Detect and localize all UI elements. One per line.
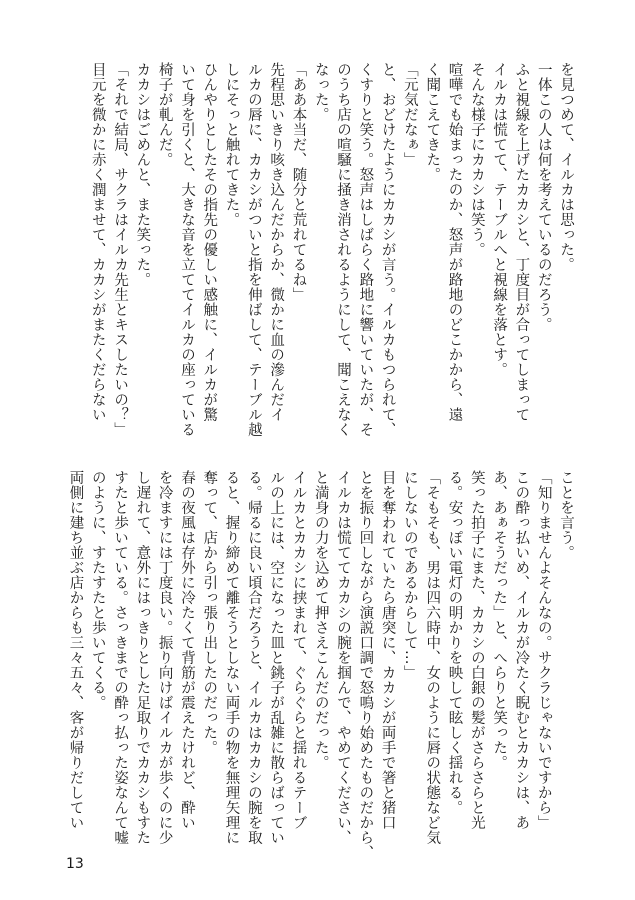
text-line: あ、あぁそうだった」と、へらりと笑った。 — [491, 470, 508, 770]
text-line: のように、すたすたと歩いてくる。 — [89, 470, 106, 710]
text-line: ルカの唇に、カカシがついと指を伸ばして、テーブル越 — [245, 62, 262, 437]
text-line: イルカは慌ててカカシの腕を掴んで、やめてください、 — [335, 470, 352, 845]
text-line: 春の夜風は存外に冷たくて背筋が震えたけれど、酔い — [178, 470, 195, 830]
text-block-lower — [67, 470, 577, 860]
text-line: にしないのであるからして…」 — [401, 470, 418, 680]
text-line: 椅子が軋んだ。 — [156, 62, 173, 167]
text-line: 奪って、店から引っ張り出したのだった。 — [201, 470, 218, 755]
text-line: と満身の力を込めて押さえこんだのだった。 — [312, 470, 329, 770]
text-line: 目元を微かに赤く潤ませて、カカシがまたくだらない — [89, 62, 106, 422]
text-line: る。帰るに良い頃合だろうと、イルカはカカシの腕を取 — [245, 470, 262, 845]
text-line: いて身を引くと、大きな音を立ててイルカの座っている — [178, 62, 195, 437]
text-line: カカシはごめんと、また笑った。 — [134, 62, 151, 287]
text-block-upper — [89, 62, 577, 442]
text-line: この酔っ払いめ、イルカが冷たく睨むとカカシは、あ — [513, 470, 530, 830]
text-line: 笑った拍子にまた、カカシの白銀の髪がさらさらと光 — [468, 470, 485, 830]
text-line: すたと歩いている。さっきまでの酔っ払った姿なんて嘘 — [112, 470, 129, 845]
text-line: る。安っぽい電灯の明かりを映して眩しく揺れる。 — [446, 470, 463, 815]
text-line: なった。 — [312, 62, 329, 122]
page-number: 13 — [66, 856, 84, 872]
text-line: イルカとカカシに挟まれて、ぐらぐらと揺れるテーブ — [290, 470, 307, 830]
text-line: ひんやりとしたその指先の優しい感触に、イルカが驚 — [201, 62, 218, 422]
text-line: ると、握り締めて離そうとしない両手の物を無理矢理に — [223, 470, 240, 845]
text-line: を見つめて、イルカは思った。 — [558, 62, 574, 272]
text-line: く聞こえてきた。 — [424, 62, 441, 182]
text-line: を冷ますには丁度良い。振り向けばイルカが歩くのに少 — [156, 470, 173, 845]
text-line: 「ああ本当だ、随分と荒れてるね」 — [290, 62, 307, 302]
text-line: しにそっと触れてきた。 — [223, 62, 240, 227]
text-line: ルの上には、空になった皿と銚子が乱雑に散らばってい — [268, 470, 285, 845]
text-line: くすりと笑う。怒声はしばらく路地に響いていたが、そ — [357, 62, 374, 437]
text-line: 一体この人は何を考えているのだろう。 — [535, 62, 552, 332]
text-line: 先程思いきり咳き込んだからか、微かに血の滲んだイ — [268, 62, 285, 422]
text-line: 「元気だなぁ」 — [401, 62, 418, 167]
text-line: ことを言う。 — [558, 470, 574, 560]
text-line: ふと視線を上げたカカシと、丁度目が合ってしまって — [513, 62, 530, 422]
text-line: と、おどけたようにカカシが言う。イルカもつられて、 — [379, 62, 396, 437]
text-line: 目を奪われていたら唐突に、カカシが両手で箸と猪口 — [379, 470, 396, 830]
text-line: し遅れて、意外にはっきりとした足取りでカカシもすた — [134, 470, 151, 845]
text-line: そんな様子にカカシは笑う。 — [468, 62, 485, 257]
text-line: イルカは慌てて、テーブルへと視線を落とす。 — [491, 62, 508, 377]
text-line: のうち店の喧騒に掻き消されるようにして、聞こえなく — [335, 62, 352, 437]
text-line: 喧嘩でも始まったのか、怒声が路地のどこかから、遠 — [446, 62, 463, 422]
text-line: 両側に建ち並ぶ店からも三々五々、客が帰りだしてい — [67, 470, 84, 830]
text-line: 「そもそも、男は四六時中、女のように唇の状態など気 — [424, 470, 441, 845]
text-line: とを振り回しながら演説口調で怒鳴り始めたものだから、 — [357, 470, 374, 860]
text-line: 「それで結局、サクラはイルカ先生とキスしたいの？」 — [112, 62, 129, 437]
text-line: 「知りませんよそんなの。サクラじゃないですから」 — [535, 470, 552, 830]
